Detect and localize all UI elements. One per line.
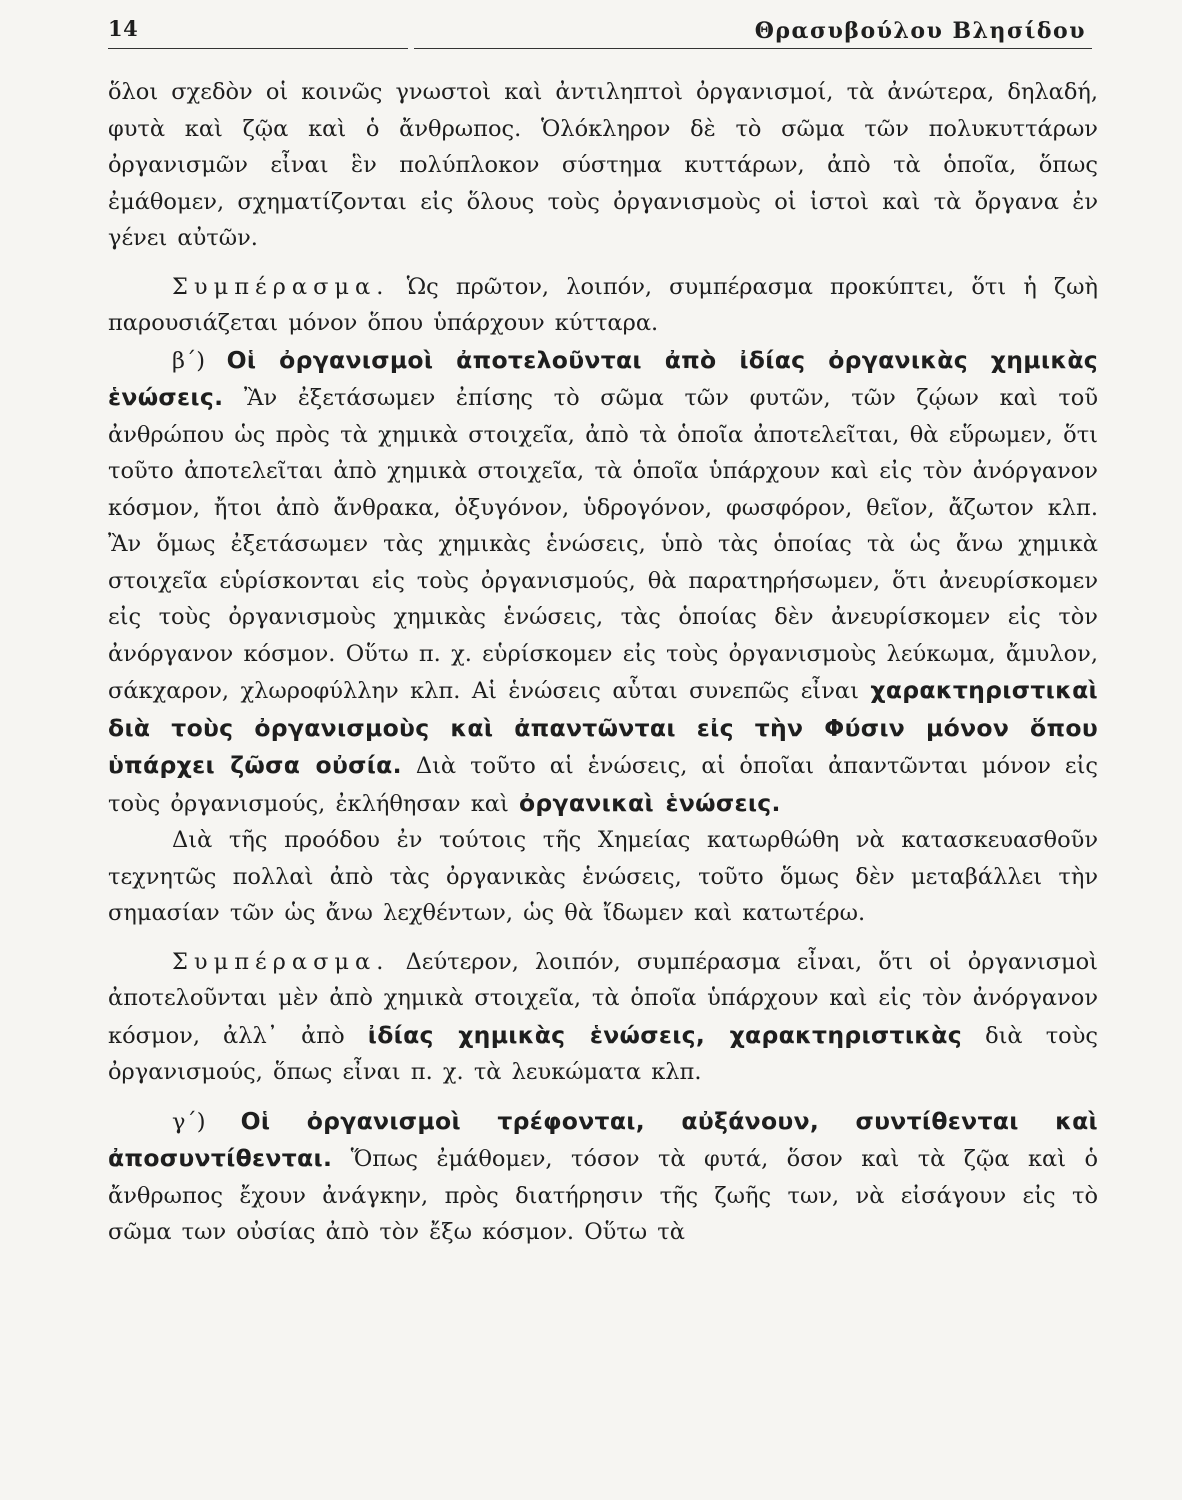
section-marker-c: γ΄) — [172, 1108, 206, 1135]
body-text — [108, 74, 1098, 1251]
header-rule-gap — [408, 45, 414, 51]
header-rule — [108, 48, 1092, 49]
paragraph-2-text: Ὡς πρῶτον, λοιπόν, συμπέρασμα προκύπτει, ὅτι ἡ ζωὴ παρουσιάζεται μόνον ὅπου ὑπάρχουν κύτταρα. — [108, 273, 1098, 336]
conclusion-label-1: Συμπέρασμα. — [172, 273, 390, 300]
paragraph-3-bold-1: χαρακτηριστικαὶ διὰ τοὺς ὀργανισμοὺς καὶ ἀπαντῶνται εἰς τὴν Φύσιν μόνον ὅπου ὑπάρχει ζῶσα οὐσία. — [108, 676, 1098, 779]
section-heading-c: Οἱ ὀργανισμοὶ τρέφονται, αὐξάνουν, συντίθενται καὶ ἀποσυντίθενται. — [108, 1106, 1098, 1172]
paragraph-4-text: Διὰ τῆς προόδου ἐν τούτοις τῆς Χημείας κατωρθώθη νὰ κατασκευασθοῦν τεχνητῶς πολλαὶ ἀπὸ τὰς ὀργανικὰς ἑνώσεις, τοῦτο ὅμως δὲν μεταβάλλει τὴν σημασίαν τῶν ὡς ἄνω λεχθέντων, ὡς θὰ ἴδωμεν καὶ κατωτέρω. — [108, 827, 1098, 926]
conclusion-label-2: Συμπέρασμα. — [172, 948, 390, 975]
paragraph-5-bold: ἰδίας χημικὰς ἑνώσεις, χαρακτηριστικὰς — [367, 1020, 962, 1049]
paragraph-5-text-2: διὰ τοὺς ὀργανισμούς, ὅπως εἶναι π. χ. τὰ λευκώματα κλπ. — [108, 1022, 1098, 1085]
running-title: Θρασυβούλου Βλησίδου — [754, 18, 1086, 44]
paragraph-3-text-2: Διὰ τοῦτο αἱ ἑνώσεις, αἱ ὁποῖαι ἀπαντῶνται μόνον εἰς τοὺς ὀργανισμούς, ἐκλήθησαν καὶ — [108, 753, 1098, 817]
section-marker-b: β΄) — [172, 347, 206, 374]
page-number: 14 — [108, 16, 139, 41]
section-heading-b: Οἱ ὀργανισμοὶ ἀποτελοῦνται ἀπὸ ἰδίας ὀργανικὰς χημικὰς ἑνώσεις. — [108, 345, 1098, 411]
paragraph-1 — [108, 74, 1098, 257]
paragraph-3 — [108, 342, 1098, 823]
paragraph-4 — [108, 822, 1098, 932]
paragraph-3-bold-2: ὀργανικαὶ ἑνώσεις. — [518, 788, 781, 817]
paragraph-6-text: Ὅπως ἐμάθομεν, τόσον τὰ φυτά, ὅσον καὶ τὰ ζῷα καὶ ὁ ἄνθρωπος ἔχουν ἀνάγκην, πρὸς διατήρησιν τῆς ζωῆς των, νὰ εἰσάγουν εἰς τὸ σῶμα των οὐσίας ἀπὸ τὸν ἔξω κόσμον. Οὕτω τὰ — [108, 1146, 1098, 1245]
paragraph-5-text: Δεύτερον, λοιπόν, συμπέρασμα εἶναι, ὅτι οἱ ὀργανισμοὶ ἀποτελοῦνται μὲν ἀπὸ χημικὰ στοιχεῖα, τὰ ὁποῖα ὑπάρχουν καὶ εἰς τὸν ἀνόργανον κόσμον, ἀλλ᾽ ἀπὸ — [108, 948, 1098, 1049]
paragraph-1-text: ὅλοι σχεδὸν οἱ κοινῶς γνωστοὶ καὶ ἀντιληπτοὶ ὀργανισμοί, τὰ ἀνώτερα, δηλαδή, φυτὰ καὶ ζῷα καὶ ὁ ἄνθρωπος. Ὁλόκληρον δὲ τὸ σῶμα τῶν πολυκυττάρων ὀργανισμῶν εἶναι ἓν πολύπλοκον σύστημα κυττάρων, ἀπὸ τὰ ὁποῖα, ὅπως ἐμάθομεν, σχηματίζονται εἰς ὅλους τοὺς ὀργανισμοὺς οἱ ἱστοὶ καὶ τὰ ὄργανα ἐν γένει αὐτῶν. — [108, 79, 1098, 251]
paragraph-5 — [108, 944, 1098, 1091]
paragraph-2 — [108, 269, 1098, 342]
page-header — [108, 14, 1094, 54]
paragraph-6 — [108, 1103, 1098, 1251]
paragraph-3-text: Ἂν ἐξετάσωμεν ἐπίσης τὸ σῶμα τῶν φυτῶν, τῶν ζῴων καὶ τοῦ ἀνθρώπου ὡς πρὸς τὰ χημικὰ στοιχεῖα, ἀπὸ τὰ ὁποῖα ἀποτελεῖται, θὰ εὕρωμεν, ὅτι τοῦτο ἀποτελεῖται ἀπὸ χημικὰ στοιχεῖα, τὰ ὁποῖα ὑπάρχουν καὶ εἰς τὸν ἀνόργανον κόσμον, ἤτοι ἀπὸ ἄνθρακα, ὀξυγόνον, ὑδρογόνον, φωσφόρον, θεῖον, ἄζωτον κλπ. Ἂν ὅμως ἐξετάσωμεν τὰς χημικὰς ἑνώσεις, ὑπὸ τὰς ὁποίας τὰ ὡς ἄνω χημικὰ στοιχεῖα εὑρίσκονται εἰς τοὺς ὀργανισμούς, θὰ παρατηρήσωμεν, ὅτι ἀνευρίσκομεν εἰς τοὺς ὀργανισμοὺς χημικὰς ἑνώσεις, τὰς ὁποίας δὲν ἀνευρίσκομεν εἰς τὸν ἀνόργανον κόσμον. Οὕτω π. χ. εὑρίσκομεν εἰς τοὺς ὀργανισμοὺς λεύκωμα, ἄμυλον, σάκχαρον, χλωροφύλλην κλπ. Αἱ ἑνώσεις αὗται συνεπῶς εἶναι — [108, 385, 1099, 704]
